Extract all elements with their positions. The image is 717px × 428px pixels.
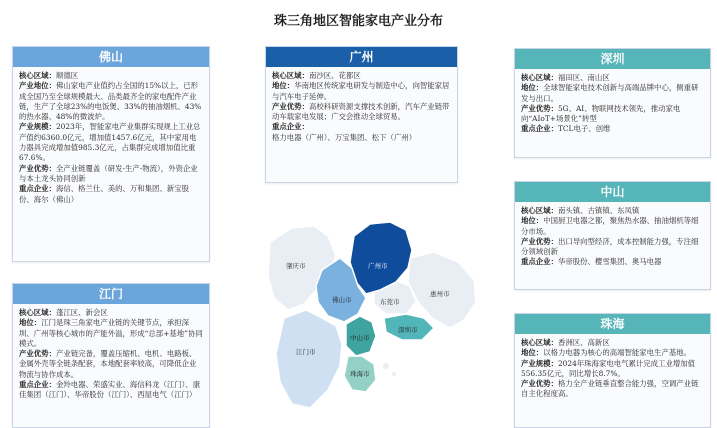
card-zhuhai bbox=[514, 313, 711, 428]
guangzhou-row-companies: 重点企业：格力电器（广州）、万宝集团、松下（广州） bbox=[272, 122, 417, 142]
map-island bbox=[392, 372, 396, 376]
foshan-row-companies: 重点企业：海信、格兰仕、美的、万和集团、新宝股份、海尔（佛山） bbox=[19, 184, 190, 204]
map-label-zhongshan: 中山市 bbox=[350, 334, 370, 342]
card-zhongshan bbox=[514, 181, 711, 290]
jiangmen-row-core: 核心区域：蓬江区、新会区 bbox=[19, 308, 108, 317]
card-jiangmen bbox=[12, 283, 210, 428]
card-zhongshan-header: 中山 bbox=[515, 182, 710, 202]
card-guangzhou-body bbox=[266, 67, 457, 143]
map-label-zhaoqing: 肇庆市 bbox=[286, 262, 306, 270]
card-foshan-header: 佛山 bbox=[13, 47, 209, 67]
card-zhongshan-body bbox=[515, 202, 710, 268]
jiangmen-row-companies: 重点企业：金羚电器、荣盛实业、海信科龙（江门）、康佳集团（江门）、华帝股份（江门）、西屋电气（江门） bbox=[19, 380, 201, 400]
foshan-row-core: 核心区域：顺德区 bbox=[19, 71, 79, 80]
zhongshan-row-companies: 重点企业：华帝股份、樱雪集团、奥马电器 bbox=[521, 257, 662, 267]
shenzhen-row-core: 核心区域：福田区、南山区 bbox=[521, 73, 610, 82]
jiangmen-row-status: 地位：江门是珠三角家电产业链的关键节点，承担深圳、广州等核心城市的产能外溢，形成“总部+基地”协同模式。 bbox=[19, 318, 203, 348]
shenzhen-row-companies: 重点企业：TCL电子、创维 bbox=[521, 124, 611, 134]
map-region-jiangmen bbox=[276, 310, 342, 408]
zhongshan-row-status: 地位：中国厨卫电器之都，聚焦热水器、抽油烟机等细分市场。 bbox=[521, 216, 699, 236]
zhuhai-row-scale: 产业规模：2024年珠海家电电气累计完成工业增加值556.35亿元，同比增长8.7%。 bbox=[521, 358, 696, 378]
card-shenzhen-header: 深圳 bbox=[515, 49, 710, 69]
zhuhai-row-core: 核心区域：香洲区、高新区 bbox=[521, 338, 610, 347]
card-shenzhen-body bbox=[515, 69, 710, 135]
prd-map bbox=[262, 206, 502, 424]
card-guangzhou bbox=[265, 46, 458, 183]
card-zhuhai-header: 珠海 bbox=[515, 314, 710, 334]
card-foshan bbox=[12, 46, 210, 262]
card-shenzhen bbox=[514, 48, 711, 158]
guangzhou-row-status: 地位：华南地区传统家电研发与制造中心，向智能家居与汽车电子延伸。 bbox=[272, 81, 450, 101]
card-jiangmen-header: 江门 bbox=[13, 284, 209, 304]
shenzhen-row-advantage: 产业优势：5G、AI、物联网技术领先，推动家电向“AIoT+场景化”转型 bbox=[521, 103, 681, 124]
map-island bbox=[383, 363, 389, 369]
card-foshan-body bbox=[13, 67, 209, 205]
page-title: 珠三角地区智能家电产业分布 bbox=[273, 14, 443, 29]
guangzhou-row-advantage: 产业优势：高校科研资源支撑技术创新，汽车产业链带动车载家电发展；广交会推动全球贸易。 bbox=[272, 101, 450, 122]
zhuhai-row-advantage: 产业优势：格力全产业链垂直整合能力强，空调产业链自主化程度高。 bbox=[521, 379, 699, 399]
zhongshan-row-core: 核心区域：南头镇、古镇镇、东凤镇 bbox=[521, 206, 640, 215]
card-zhuhai-body bbox=[515, 334, 710, 400]
card-guangzhou-header: 广州 bbox=[266, 47, 457, 67]
shenzhen-row-status: 地位：全球智能家电技术创新与高端品牌中心，侧重研发与出口。 bbox=[521, 83, 699, 103]
foshan-row-status: 产业地位：佛山家电产业值约占全国的15%以上，已形成全国乃至全球规模最大、品类最齐全的家电配件产业链，生产了全球23%的电饭煲、33%的抽油烟机、43%的热水器、48%的微波炉。 bbox=[19, 81, 202, 122]
jiangmen-row-advantage: 产业优势：产业链完备，覆盖压缩机、电机、电路板、金属外壳等全链条配套，本地配套率较高，可降低企业物流与协作成本。 bbox=[19, 349, 197, 379]
zhuhai-row-status: 地位：以格力电器为核心的高端智能家电生产基地。 bbox=[521, 348, 692, 358]
foshan-row-advantage: 产业优势：全产业链覆盖（研发-生产-物流），外资企业与本土龙头协同创新 bbox=[19, 163, 198, 183]
map-label-guangzhou: 广州市 bbox=[368, 262, 388, 270]
zhongshan-row-advantage: 产业优势：出口导向型经济，成本控制能力强，专注细分领域创新 bbox=[521, 236, 699, 257]
foshan-row-scale: 产业规模：2023年，智能家电产业集群实现规上工业总产值约6360.0亿元，增加值1457.6亿元，其中家用电力器具完成增加值985.3亿元，占集群完成增加值比重67.6%。 bbox=[19, 122, 201, 163]
map-label-dongguan: 东莞市 bbox=[380, 298, 400, 306]
map-label-foshan: 佛山市 bbox=[332, 296, 352, 304]
card-jiangmen-body bbox=[13, 304, 209, 401]
guangzhou-row-core: 核心区域：南沙区、花都区 bbox=[272, 71, 361, 80]
map-label-huizhou: 惠州市 bbox=[430, 290, 450, 298]
map-label-zhuhai: 珠海市 bbox=[350, 370, 370, 378]
map-label-shenzhen: 深圳市 bbox=[398, 326, 418, 334]
map-label-jiangmen: 江门市 bbox=[296, 348, 316, 356]
